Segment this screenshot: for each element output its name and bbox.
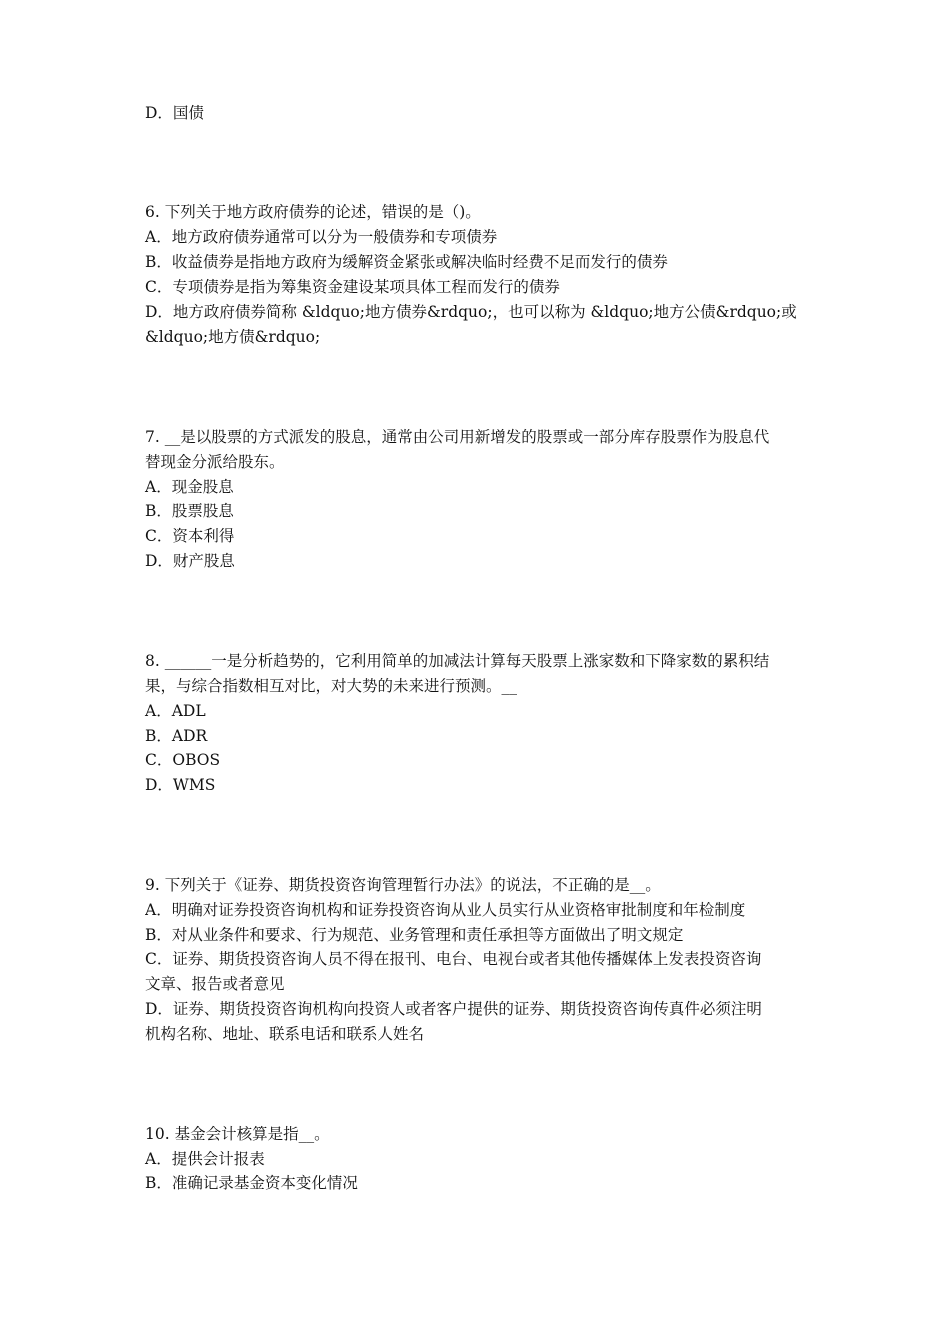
q7-option-d: D．财产股息 [145,552,235,570]
q7-option-b: B．股票股息 [145,502,234,520]
q10-stem: 10. 基金会计核算是指__。 [145,1125,330,1143]
q10-option-a: A．提供会计报表 [145,1150,265,1168]
q8-option-c: C．OBOS [145,751,221,769]
q6-option-d-line1: D．地方政府债券简称 &ldquo;地方债券&rdquo;，也可以称为 &ldquo;地方公债&rdquo;或 [145,303,797,321]
q6-option-c: C．专项债券是指为筹集资金建设某项具体工程而发行的债券 [145,278,560,296]
q9-option-b: B．对从业条件和要求、行为规范、业务管理和责任承担等方面做出了明文规定 [145,926,684,944]
q8-stem-line2: 果，与综合指数相互对比，对大势的未来进行预测。__ [145,677,518,695]
q9-option-d-line2: 机构名称、地址、联系电话和联系人姓名 [145,1025,425,1043]
q10-option-b: B．准确记录基金资本变化情况 [145,1174,358,1192]
q8-option-d: D．WMS [145,776,216,794]
q9-option-c-line1: C．证券、期货投资咨询人员不得在报刊、电台、电视台或者其他传播媒体上发表投资咨询 [145,950,762,968]
q9-option-d-line1: D．证券、期货投资咨询机构向投资人或者客户提供的证券、期货投资咨询传真件必须注明 [145,1000,762,1018]
q9-option-a: A．明确对证券投资咨询机构和证券投资咨询从业人员实行从业资格审批制度和年检制度 [145,901,746,919]
q6-stem: 6. 下列关于地方政府债券的论述，错误的是（)。 [145,203,481,221]
q7-option-a: A．现金股息 [145,478,234,496]
q6-option-b: B．收益债券是指地方政府为缓解资金紧张或解决临时经费不足而发行的债券 [145,253,668,271]
q8-option-b: B．ADR [145,727,208,745]
q6-option-d-line2: &ldquo;地方债&rdquo; [145,328,321,346]
q7-stem-line2: 替现金分派给股东。 [145,453,285,471]
q7-option-c: C．资本利得 [145,527,235,545]
q8-stem-line1: 8. ______一是分析趋势的，它利用简单的加减法计算每天股票上涨家数和下降家数的累积结 [145,652,770,670]
q7-stem-line1: 7. __是以股票的方式派发的股息，通常由公司用新增发的股票或一部分库存股票作为股息代 [145,428,770,446]
q9-stem: 9. 下列关于《证券、期货投资咨询管理暂行办法》的说法，不正确的是__。 [145,876,661,894]
q8-option-a: A．ADL [145,702,206,720]
q9-option-c-line2: 文章、报告或者意见 [145,975,285,993]
q6-option-a: A．地方政府债券通常可以分为一般债券和专项债券 [145,228,498,246]
q5-option-d: D．国债 [145,104,204,122]
